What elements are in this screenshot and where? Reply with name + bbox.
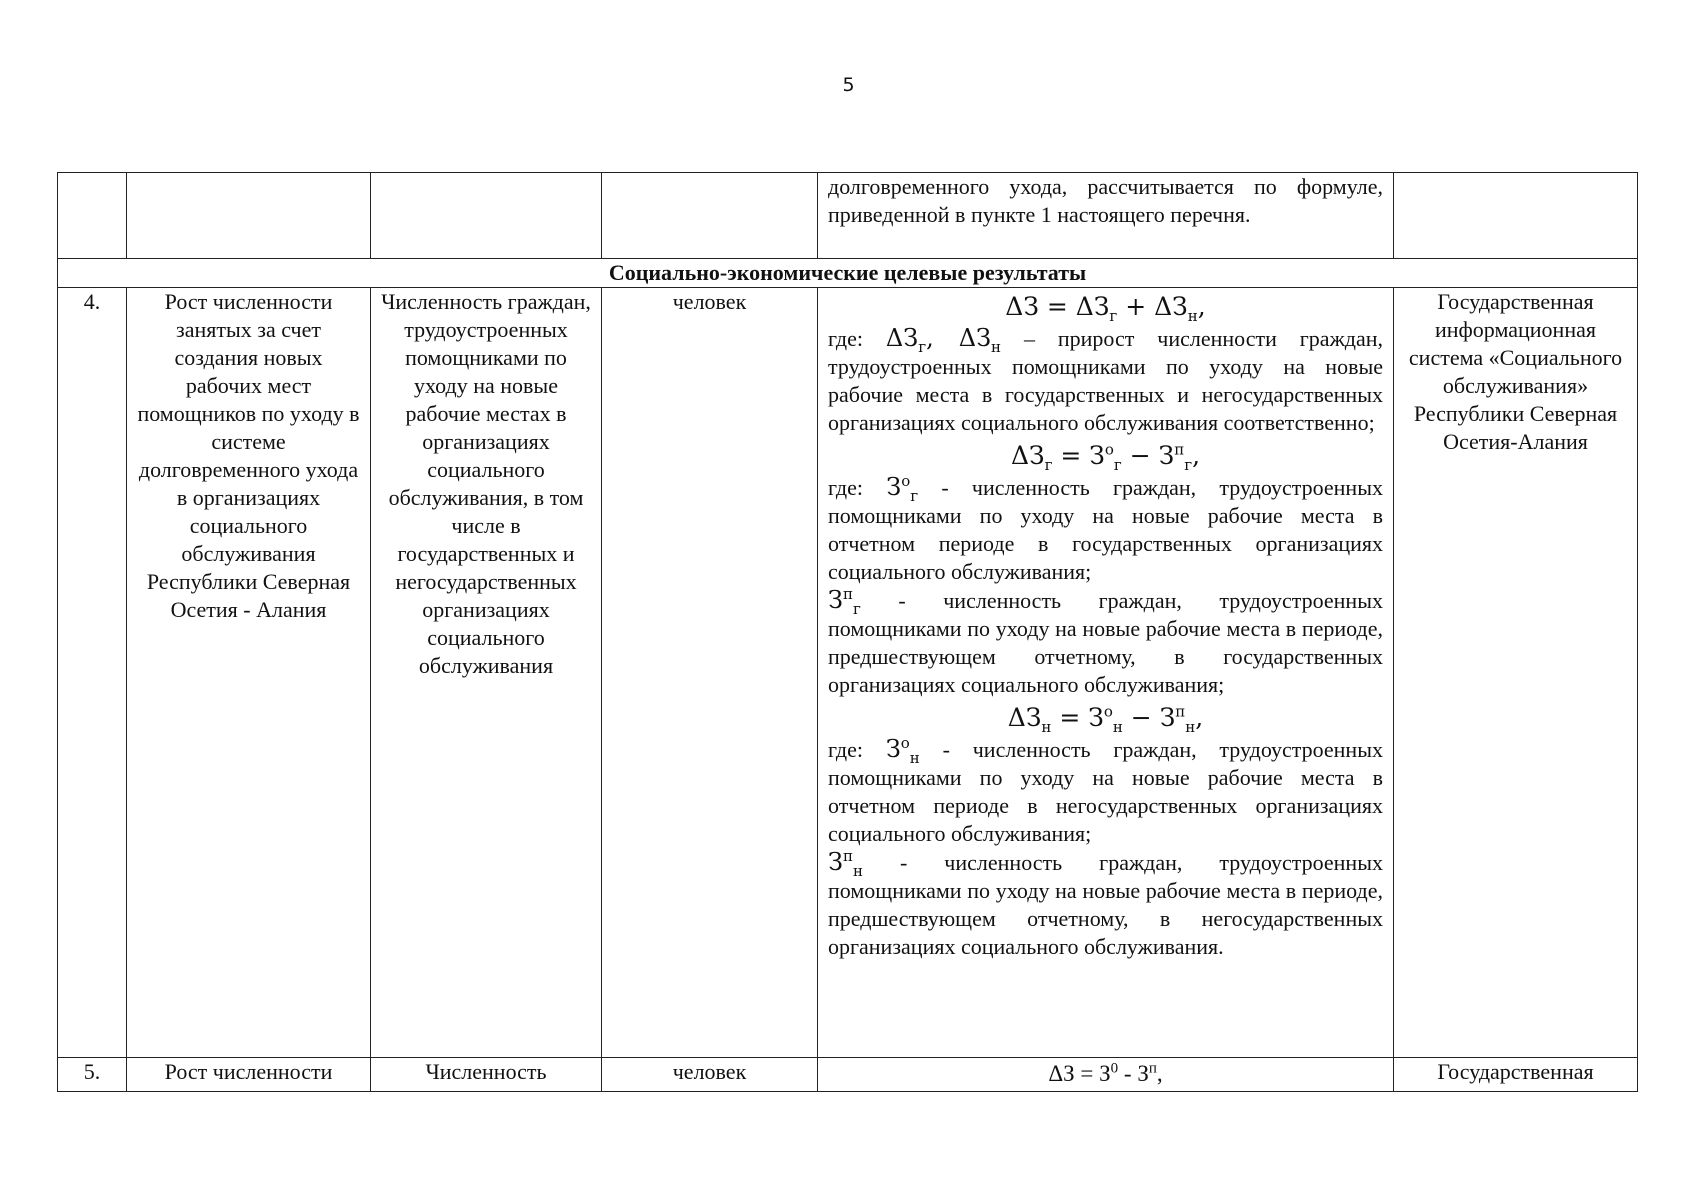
formula-delta-total: $\Delta З = \Delta З_г + \Delta З_н$, <box>1005 292 1206 325</box>
indicators-table <box>57 172 1638 1092</box>
formula-delta-gov: $\Delta З_г = З^о_г - З^п_г$, <box>1010 440 1201 474</box>
row-number: 4. <box>58 288 127 1058</box>
table-row <box>58 288 1638 1058</box>
result-cell: Рост численности занятых за счет создания новых рабочих мест помощников по уходу в системе долговременного ухода в организациях социального обслуживания Республики Северная Осетия - Алания <box>127 288 371 1058</box>
formula-symbol: $З^о_г$ <box>886 472 919 505</box>
unit-cell: человек <box>602 288 818 1058</box>
definition: $З^п_г$ - численность граждан, трудоустроенных помощниками по уходу на новые рабочие места в периоде, предшествующем отчетному, в государственных организациях социального обслуживания; <box>828 585 1383 697</box>
source-cell: Государственная информационная система «Социального обслуживания» Республики Северная Осетия-Алания <box>1394 288 1638 1058</box>
definition: где: $З^о_н$ - численность граждан, трудоустроенных помощниками по уходу на новые рабочие места в отчетном периоде в негосударственных организациях социального обслуживания; <box>828 734 1383 846</box>
continuation-cell <box>818 173 1394 259</box>
definition: $З^п_н$ - численность граждан, трудоустроенных помощниками по уходу на новые рабочие места в периоде, предшествующем отчетному, в негосударственных организациях социального обслуживания. <box>828 847 1383 959</box>
formula-delta-nongov: $\Delta З_н = З^о_н - З^п_н$, <box>1007 702 1204 736</box>
table-row <box>58 1058 1638 1092</box>
unit-cell: человек <box>602 1058 818 1092</box>
indicator-cell: Численность граждан, трудоустроенных помощниками по уходу на новые рабочие местах в организациях социального обслуживания, в том числе в государственных и негосударственных организациях социального обслуживания <box>371 288 602 1058</box>
source-cell: Государственная <box>1394 1058 1638 1092</box>
definition: где: $\Delta З_г$, $\Delta З_н$ – прирост численности граждан, трудоустроенных помощниками по уходу на новые рабочие места в государственных и негосударственных организациях социального обслуживания соответственно; <box>828 324 1383 435</box>
table-row-section <box>58 259 1638 288</box>
formula-symbol: $З^о_н$ <box>885 734 920 767</box>
table-row-continuation <box>58 173 1638 259</box>
formula-symbol: $\Delta З_г$, $\Delta З_н$ <box>885 324 1002 356</box>
result-cell: Рост численности <box>127 1058 371 1092</box>
formula-symbol: $З^п_г$ <box>828 585 861 618</box>
continuation-text: долговременного ухода, рассчитывается по формуле, приведенной в пункте 1 настоящего перечня. <box>828 174 1383 227</box>
definition: где: $З^о_г$ - численность граждан, трудоустроенных помощниками по уходу на новые рабочие места в отчетном периоде в государственных организациях социального обслуживания; <box>828 472 1383 584</box>
formula-symbol: $З^п_н$ <box>828 847 863 880</box>
indicator-cell: Численность <box>371 1058 602 1092</box>
section-title: Социально-экономические целевые результаты <box>58 259 1638 288</box>
method-cell <box>818 1058 1394 1092</box>
row-number: 5. <box>58 1058 127 1092</box>
method-cell <box>818 288 1394 1058</box>
page-number: 5 <box>842 74 855 96</box>
formula-delta: $\Delta З = З^0 - З^п$, <box>1048 1060 1163 1086</box>
